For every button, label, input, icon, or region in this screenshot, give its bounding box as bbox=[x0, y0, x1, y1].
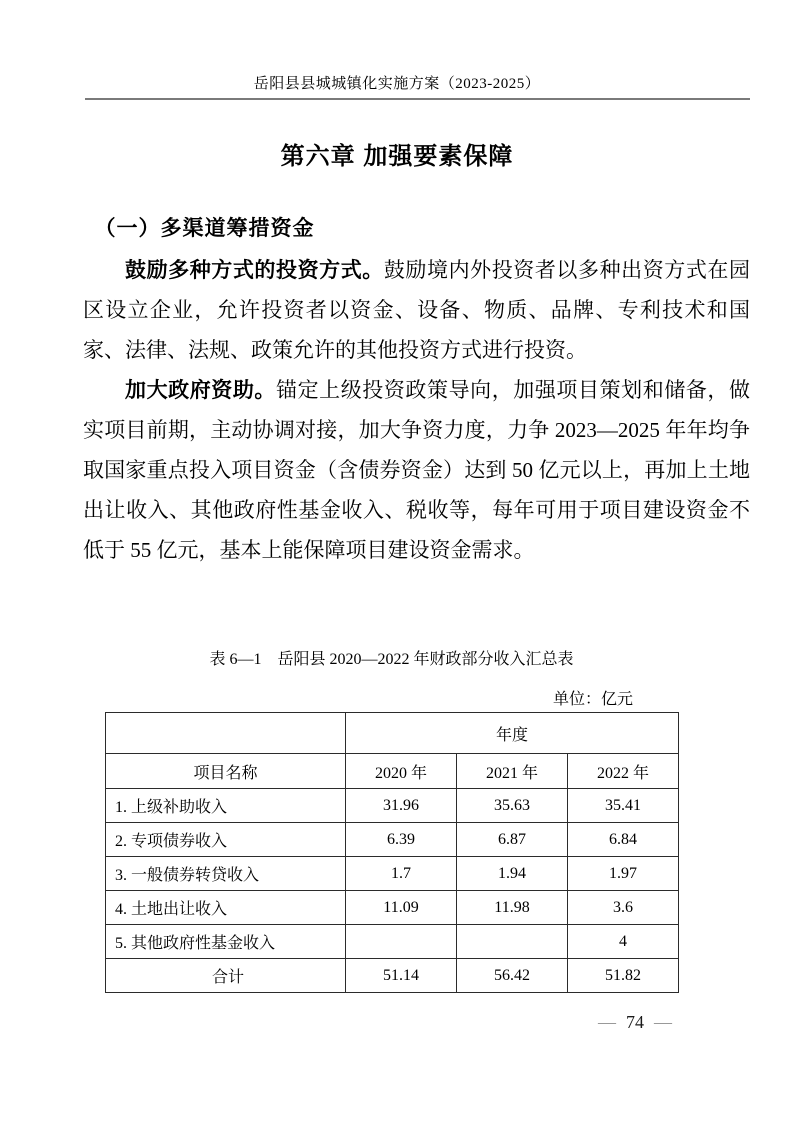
row-name-cell: 2. 专项债券收入 bbox=[106, 823, 346, 857]
footer-page-number: 74 bbox=[626, 1012, 644, 1032]
value-cell: 1.94 bbox=[457, 857, 568, 891]
paragraph bbox=[83, 250, 750, 370]
item-header-cell: 项目名称 bbox=[106, 754, 346, 789]
paragraph bbox=[83, 370, 750, 570]
total-label-cell: 合计 bbox=[106, 959, 346, 993]
total-value-cell: 51.82 bbox=[568, 959, 679, 993]
row-name-cell: 4. 土地出让收入 bbox=[106, 891, 346, 925]
table-row bbox=[106, 823, 679, 857]
paragraph-text: 鼓励境内外投资者以多种出资方式在园区设立企业，允许投资者以资金、设备、物质、品牌、专利技术和国家、法律、法规、政策允许的其他投资方式进行投资。 bbox=[83, 258, 750, 362]
section-heading: （一）多渠道筹措资金 bbox=[94, 216, 315, 240]
value-cell: 35.41 bbox=[568, 789, 679, 823]
year-group-header-cell: 年度 bbox=[346, 713, 679, 754]
table-header-group-row bbox=[106, 713, 679, 754]
paragraph-lead: 加大政府资助。 bbox=[125, 378, 276, 402]
value-cell: 11.09 bbox=[346, 891, 457, 925]
table-caption: 表 6—1 岳阳县 2020—2022 年财政部分收入汇总表 bbox=[209, 651, 574, 668]
row-name-cell: 3. 一般债券转贷收入 bbox=[106, 857, 346, 891]
table-total-row bbox=[106, 959, 679, 993]
body-text bbox=[83, 250, 750, 650]
year-header-cell: 2022 年 bbox=[568, 754, 679, 789]
value-cell: 3.6 bbox=[568, 891, 679, 925]
table-row bbox=[106, 891, 679, 925]
page-header-title: 岳阳县县城城镇化实施方案（2023-2025） bbox=[253, 76, 541, 92]
table-row bbox=[106, 857, 679, 891]
value-cell bbox=[346, 925, 457, 959]
paragraph-text: 锚定上级投资政策导向，加强项目策划和储备，做实项目前期，主动协调对接，加大争资力度，力争 2023—2025 年年均争取国家重点投入项目资金（含债券资金）达到 50 亿元以上，再加上土地出让收入、其他政府性基金收入、税收等，每年可用于项目建设资金不低于 55 亿元，基本上能保障项目建设资金需求。 bbox=[83, 378, 750, 562]
total-value-cell: 56.42 bbox=[457, 959, 568, 993]
value-cell: 6.39 bbox=[346, 823, 457, 857]
value-cell: 6.87 bbox=[457, 823, 568, 857]
row-name-cell: 1. 上级补助收入 bbox=[106, 789, 346, 823]
footer-dash-right: — bbox=[654, 1012, 672, 1032]
year-header-cell: 2021 年 bbox=[457, 754, 568, 789]
value-cell bbox=[457, 925, 568, 959]
row-name-cell: 5. 其他政府性基金收入 bbox=[106, 925, 346, 959]
value-cell: 1.7 bbox=[346, 857, 457, 891]
income-summary-table bbox=[105, 712, 679, 993]
value-cell: 1.97 bbox=[568, 857, 679, 891]
chapter-title: 第六章 加强要素保障 bbox=[280, 143, 514, 170]
year-header-cell: 2020 年 bbox=[346, 754, 457, 789]
paragraph-lead: 鼓励多种方式的投资方式。 bbox=[125, 258, 384, 282]
empty-header-cell bbox=[106, 713, 346, 754]
total-value-cell: 51.14 bbox=[346, 959, 457, 993]
value-cell: 31.96 bbox=[346, 789, 457, 823]
table-unit-label: 单位：亿元 bbox=[552, 691, 633, 708]
page-footer bbox=[560, 1012, 710, 1033]
header-rule bbox=[85, 98, 750, 100]
table-header-years-row bbox=[106, 754, 679, 789]
footer-dash-left: — bbox=[598, 1012, 616, 1032]
table-row bbox=[106, 789, 679, 823]
value-cell: 6.84 bbox=[568, 823, 679, 857]
value-cell: 11.98 bbox=[457, 891, 568, 925]
value-cell: 35.63 bbox=[457, 789, 568, 823]
value-cell: 4 bbox=[568, 925, 679, 959]
table-row bbox=[106, 925, 679, 959]
